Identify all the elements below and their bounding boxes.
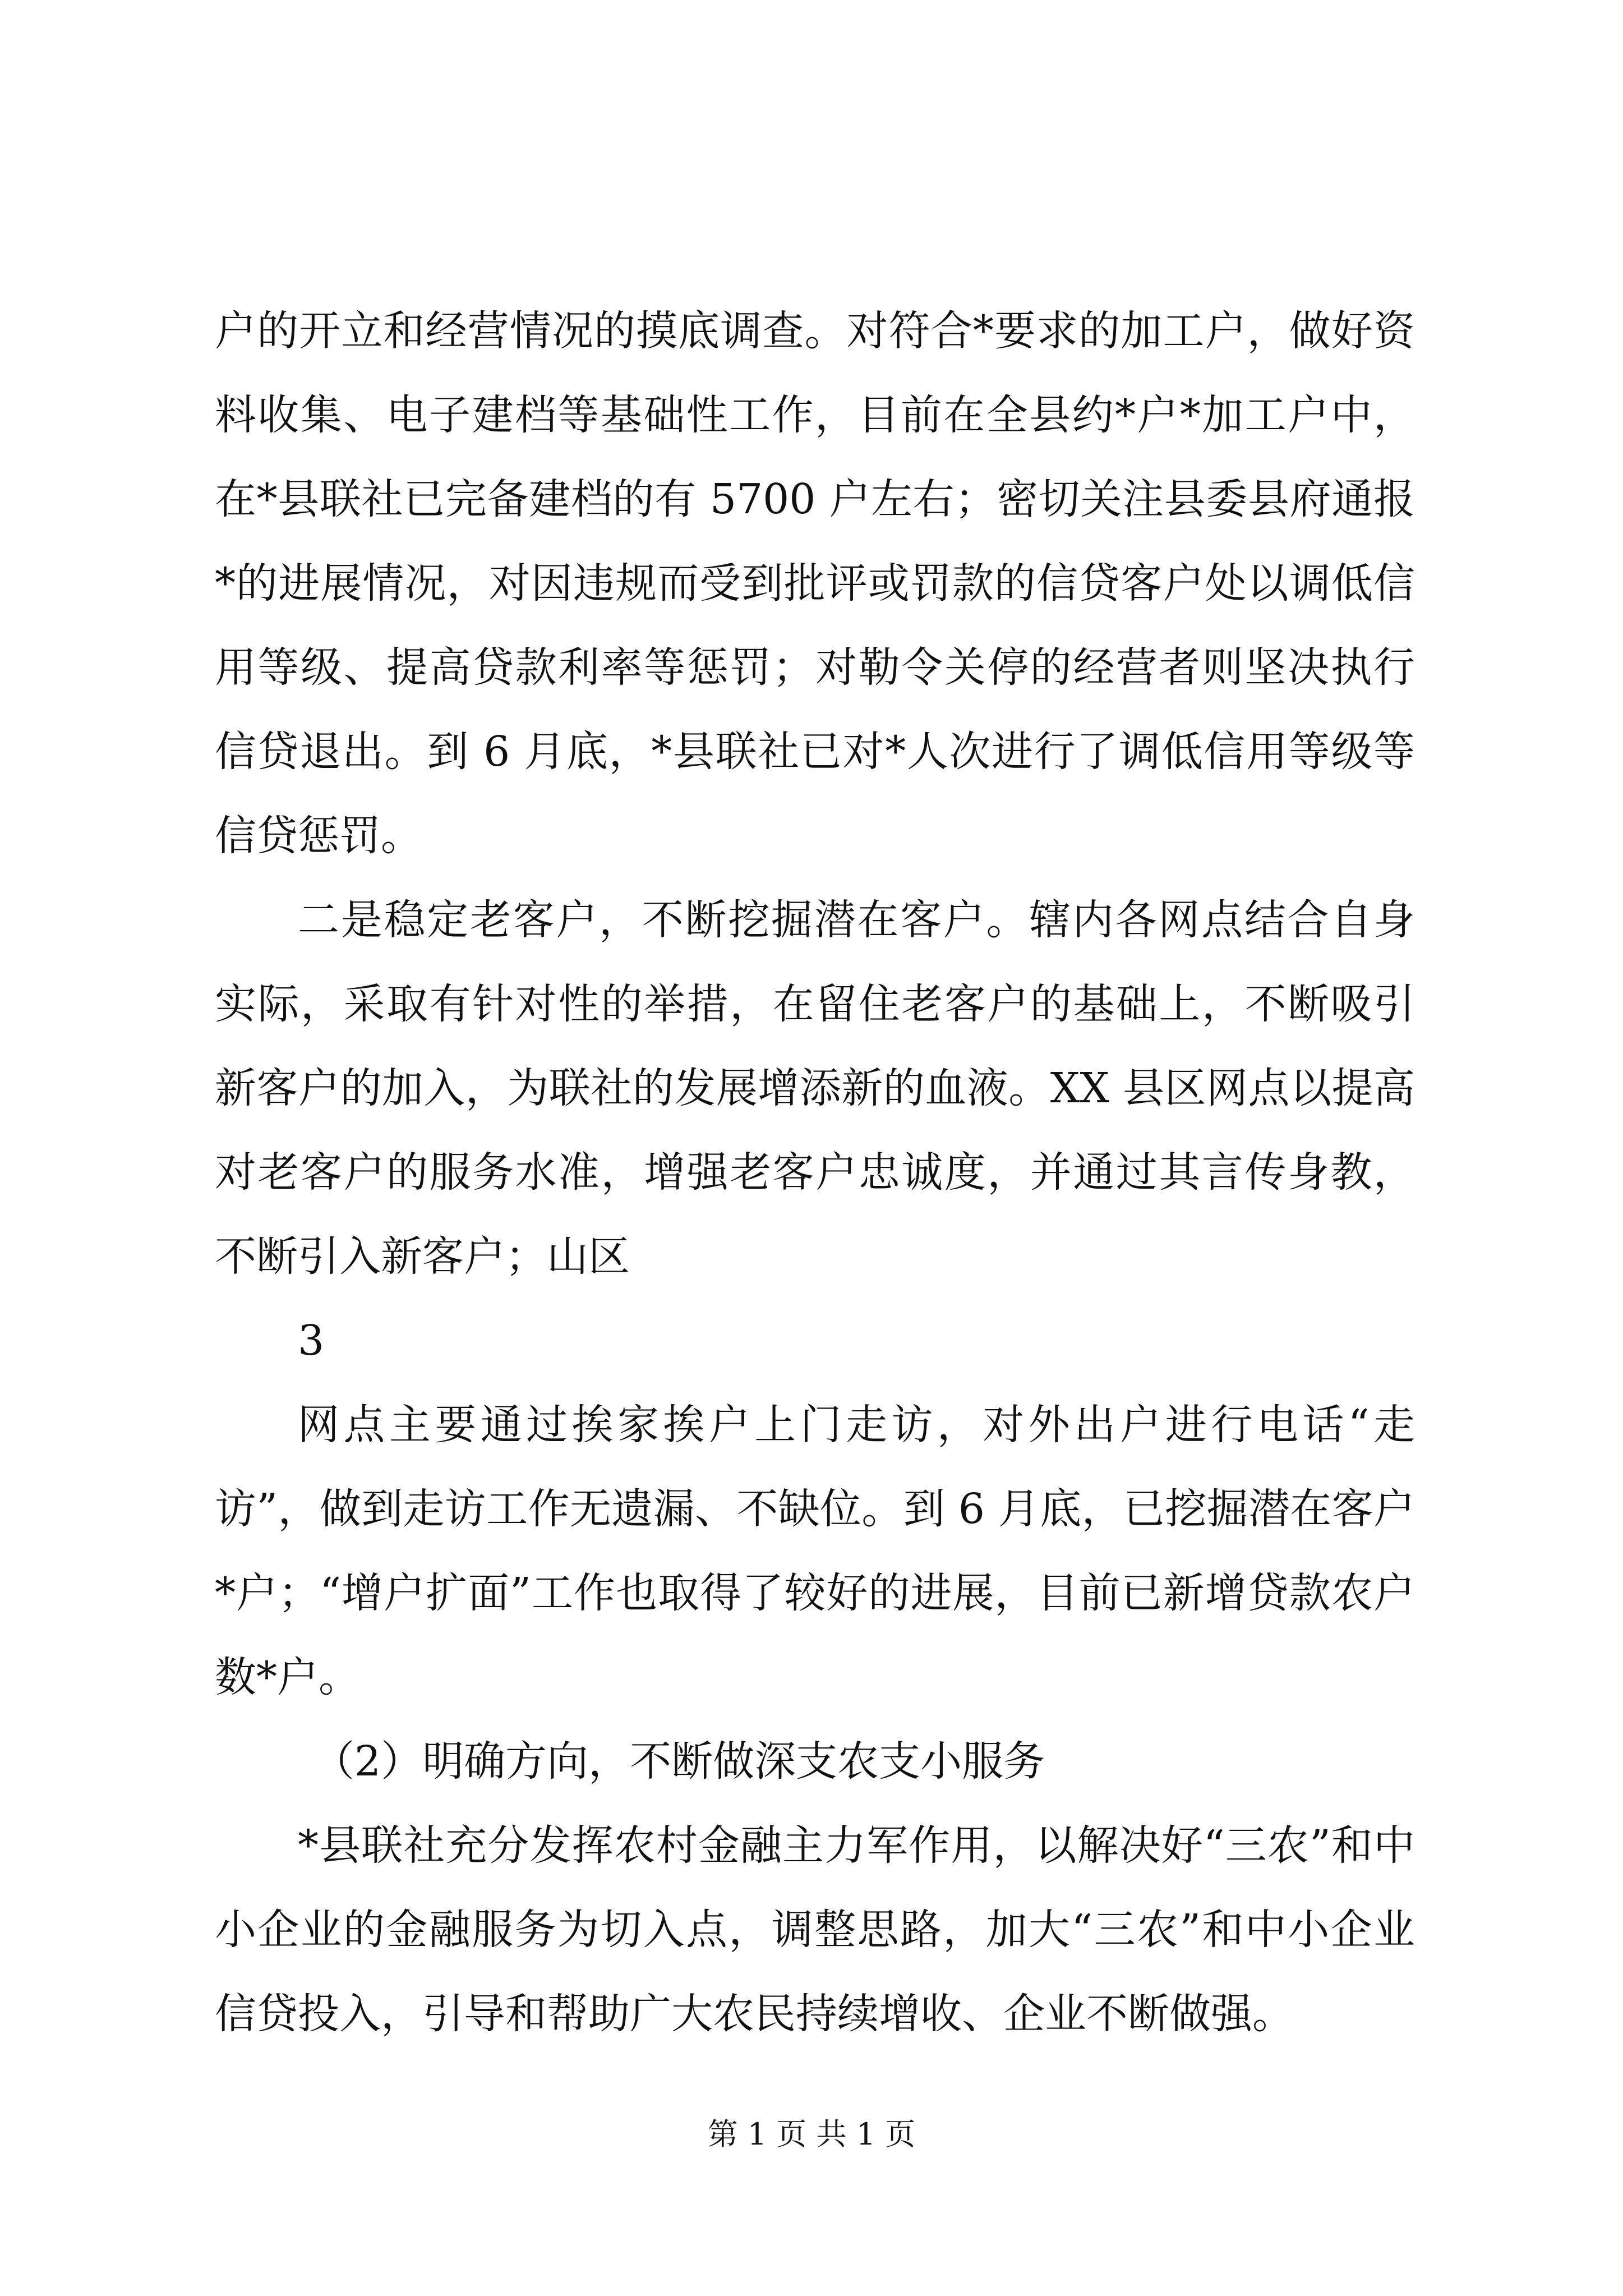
page-footer: 第 1 页 共 1 页 [707, 2116, 916, 2152]
paragraph-customers: 二是稳定老客户，不断挖掘潜在客户。辖内各网点结合自身实际，采取有针对性的举措，在留住老客户的基础上，不断吸引新客户的加入，为联社的发展增添新的血液。XX 县区网点以提高对老客户的服务水准，增强老客户忠诚度，并通过其言传身教，不断引入新客户；山区 [215, 896, 1415, 1281]
section-subheading: （2）明确方向，不断做深支农支小服务 [313, 1737, 1045, 1786]
paragraph-visits: 网点主要通过挨家挨户上门走访，对外出户进行电话“走访”，做到走访工作无遗漏、不缺位。到 6 月底，已挖掘潜在客户*户；“增户扩面”工作也取得了较好的进展，目前已新增贷款农户数*户。 [215, 1401, 1415, 1701]
document-body [215, 289, 1415, 2056]
paragraph-continued: 户的开立和经营情况的摸底调查。对符合*要求的加工户，做好资料收集、电子建档等基础性工作，目前在全县约*户*加工户中，在*县联社已完备建档的有 5700 户左右；密切关注县委县府通报*的进展情况，对因违规而受到批评或罚款的信贷客户处以调低信用等级、提高贷款利率等惩罚；对勒令关停的经营者则坚决执行信贷退出。到 6 月底，*县联社已对*人次进行了调低信用等级等信贷惩罚。 [215, 307, 1415, 860]
paragraph-rural-finance: *县联社充分发挥农村金融主力军作用，以解决好“三农”和中小企业的金融服务为切入点，调整思路，加大“三农”和中小企业信贷投入，引导和帮助广大农民持续增收、企业不断做强。 [215, 1821, 1415, 2038]
inline-page-number: 3 [298, 1317, 325, 1365]
